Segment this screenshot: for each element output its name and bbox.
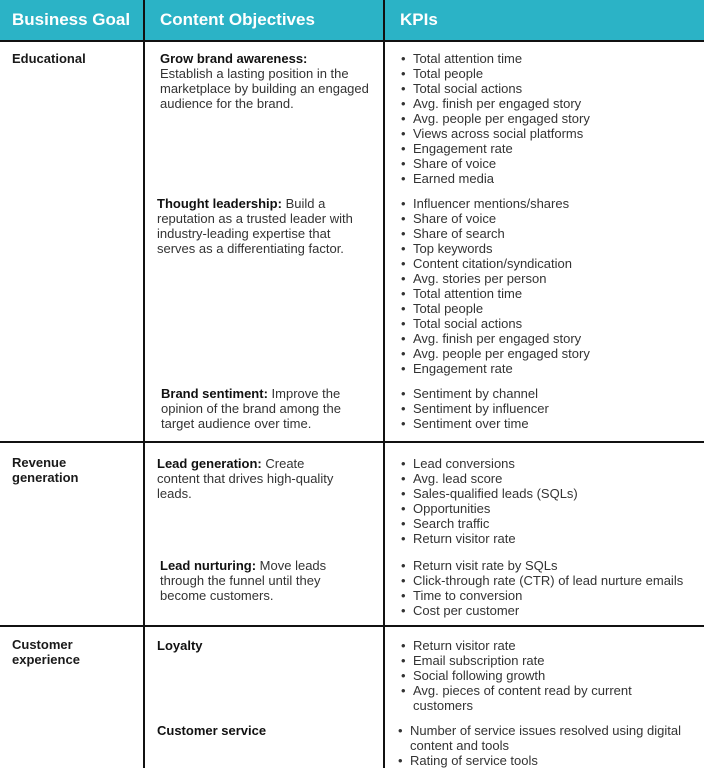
kpi-item: • Return visitor rate [399,531,578,546]
kpi-item: • Top keywords [399,241,590,256]
kpi-item: • Total people [399,301,590,316]
objective-thought-leadership [157,196,367,256]
header-rule [0,40,704,42]
header-kpis: KPIs [400,10,438,29]
kpi-list-grow-brand-awareness [399,51,590,186]
kpi-item: • Email subscription rate [399,653,689,668]
kpi-item: • Engagement rate [399,141,590,156]
kpi-list-loyalty [399,638,689,713]
objective-description: Improve the opinion of the brand among the target audience over time. [161,386,341,431]
kpi-item: • Avg. people per engaged story [399,111,590,126]
kpi-item: • Social following growth [399,668,689,683]
kpi-item: • Share of search [399,226,590,241]
objective-title: Grow brand awareness: [160,51,308,66]
kpi-item: • Total social actions [399,81,590,96]
kpi-item: • Cost per customer [399,603,683,618]
kpi-item: • Total people [399,66,590,81]
kpi-item: • Rating of service tools [396,753,691,768]
kpi-item: • Number of service issues resolved using digital content and tools [396,723,691,753]
kpi-list-brand-sentiment [399,386,549,431]
objective-loyalty [157,638,357,653]
kpi-item: • Total social actions [399,316,590,331]
header-business-goal: Business Goal [12,10,131,29]
kpi-item: • Sentiment over time [399,416,549,431]
kpi-item: • Time to conversion [399,588,683,603]
table-header [0,0,704,40]
kpi-item: • Lead conversions [399,456,578,471]
goal-revenue-generation: Revenue generation [12,455,79,485]
kpi-list-lead-nurturing [399,558,683,618]
row-divider-1 [0,441,704,443]
kpi-item: • Sales-qualified leads (SQLs) [399,486,578,501]
kpi-item: • Content citation/syndication [399,256,590,271]
objective-title: Lead nurturing: [160,558,257,573]
kpi-item: • Sentiment by influencer [399,401,549,416]
kpi-item: • Share of voice [399,211,590,226]
header-content-objectives: Content Objectives [160,10,315,29]
kpi-item: • Click-through rate (CTR) of lead nurture emails [399,573,683,588]
kpi-item: • Avg. stories per person [399,271,590,286]
objective-grow-brand-awareness [160,51,370,111]
kpi-item: • Views across social platforms [399,126,590,141]
kpi-list-lead-generation [399,456,578,546]
objective-title: Thought leadership: [157,196,282,211]
objective-description: Create content that drives high-quality leads. [157,456,334,501]
kpi-item: • Share of voice [399,156,590,171]
kpi-item: • Avg. people per engaged story [399,346,590,361]
column-divider-1 [143,0,145,768]
kpi-item: • Avg. pieces of content read by current customers [399,683,689,713]
kpi-item: • Opportunities [399,501,578,516]
kpi-item: • Total attention time [399,51,590,66]
kpi-item: • Return visit rate by SQLs [399,558,683,573]
kpi-item: • Avg. finish per engaged story [399,331,590,346]
goal-customer-experience: Customer experience [12,637,80,667]
kpi-item: • Engagement rate [399,361,590,376]
kpi-item: • Sentiment by channel [399,386,549,401]
row-divider-2 [0,625,704,627]
objective-description: Establish a lasting position in the marketplace by building an engaged audience for the brand. [160,66,369,111]
objective-brand-sentiment [161,386,376,431]
objective-title: Loyalty [157,638,203,653]
objective-title: Brand sentiment: [161,386,268,401]
objective-lead-generation [157,456,337,501]
objective-description: Build a reputation as a trusted leader with industry-leading expertise that serves as a differentiating factor. [157,196,353,256]
objective-description: Move leads through the funnel until they become customers. [160,558,327,603]
kpi-item: • Return visitor rate [399,638,689,653]
objective-lead-nurturing [160,558,360,603]
kpi-item: • Earned media [399,171,590,186]
kpi-item: • Influencer mentions/shares [399,196,590,211]
objective-title: Lead generation: [157,456,262,471]
column-divider-2 [383,0,385,768]
goal-educational: Educational [12,51,86,66]
objective-title: Customer service [157,723,267,738]
kpi-list-thought-leadership [399,196,590,376]
kpi-item: • Total attention time [399,286,590,301]
kpi-item: • Avg. finish per engaged story [399,96,590,111]
kpi-list-customer-service [396,723,691,768]
objective-customer-service [157,723,357,738]
kpi-item: • Avg. lead score [399,471,578,486]
kpi-item: • Search traffic [399,516,578,531]
